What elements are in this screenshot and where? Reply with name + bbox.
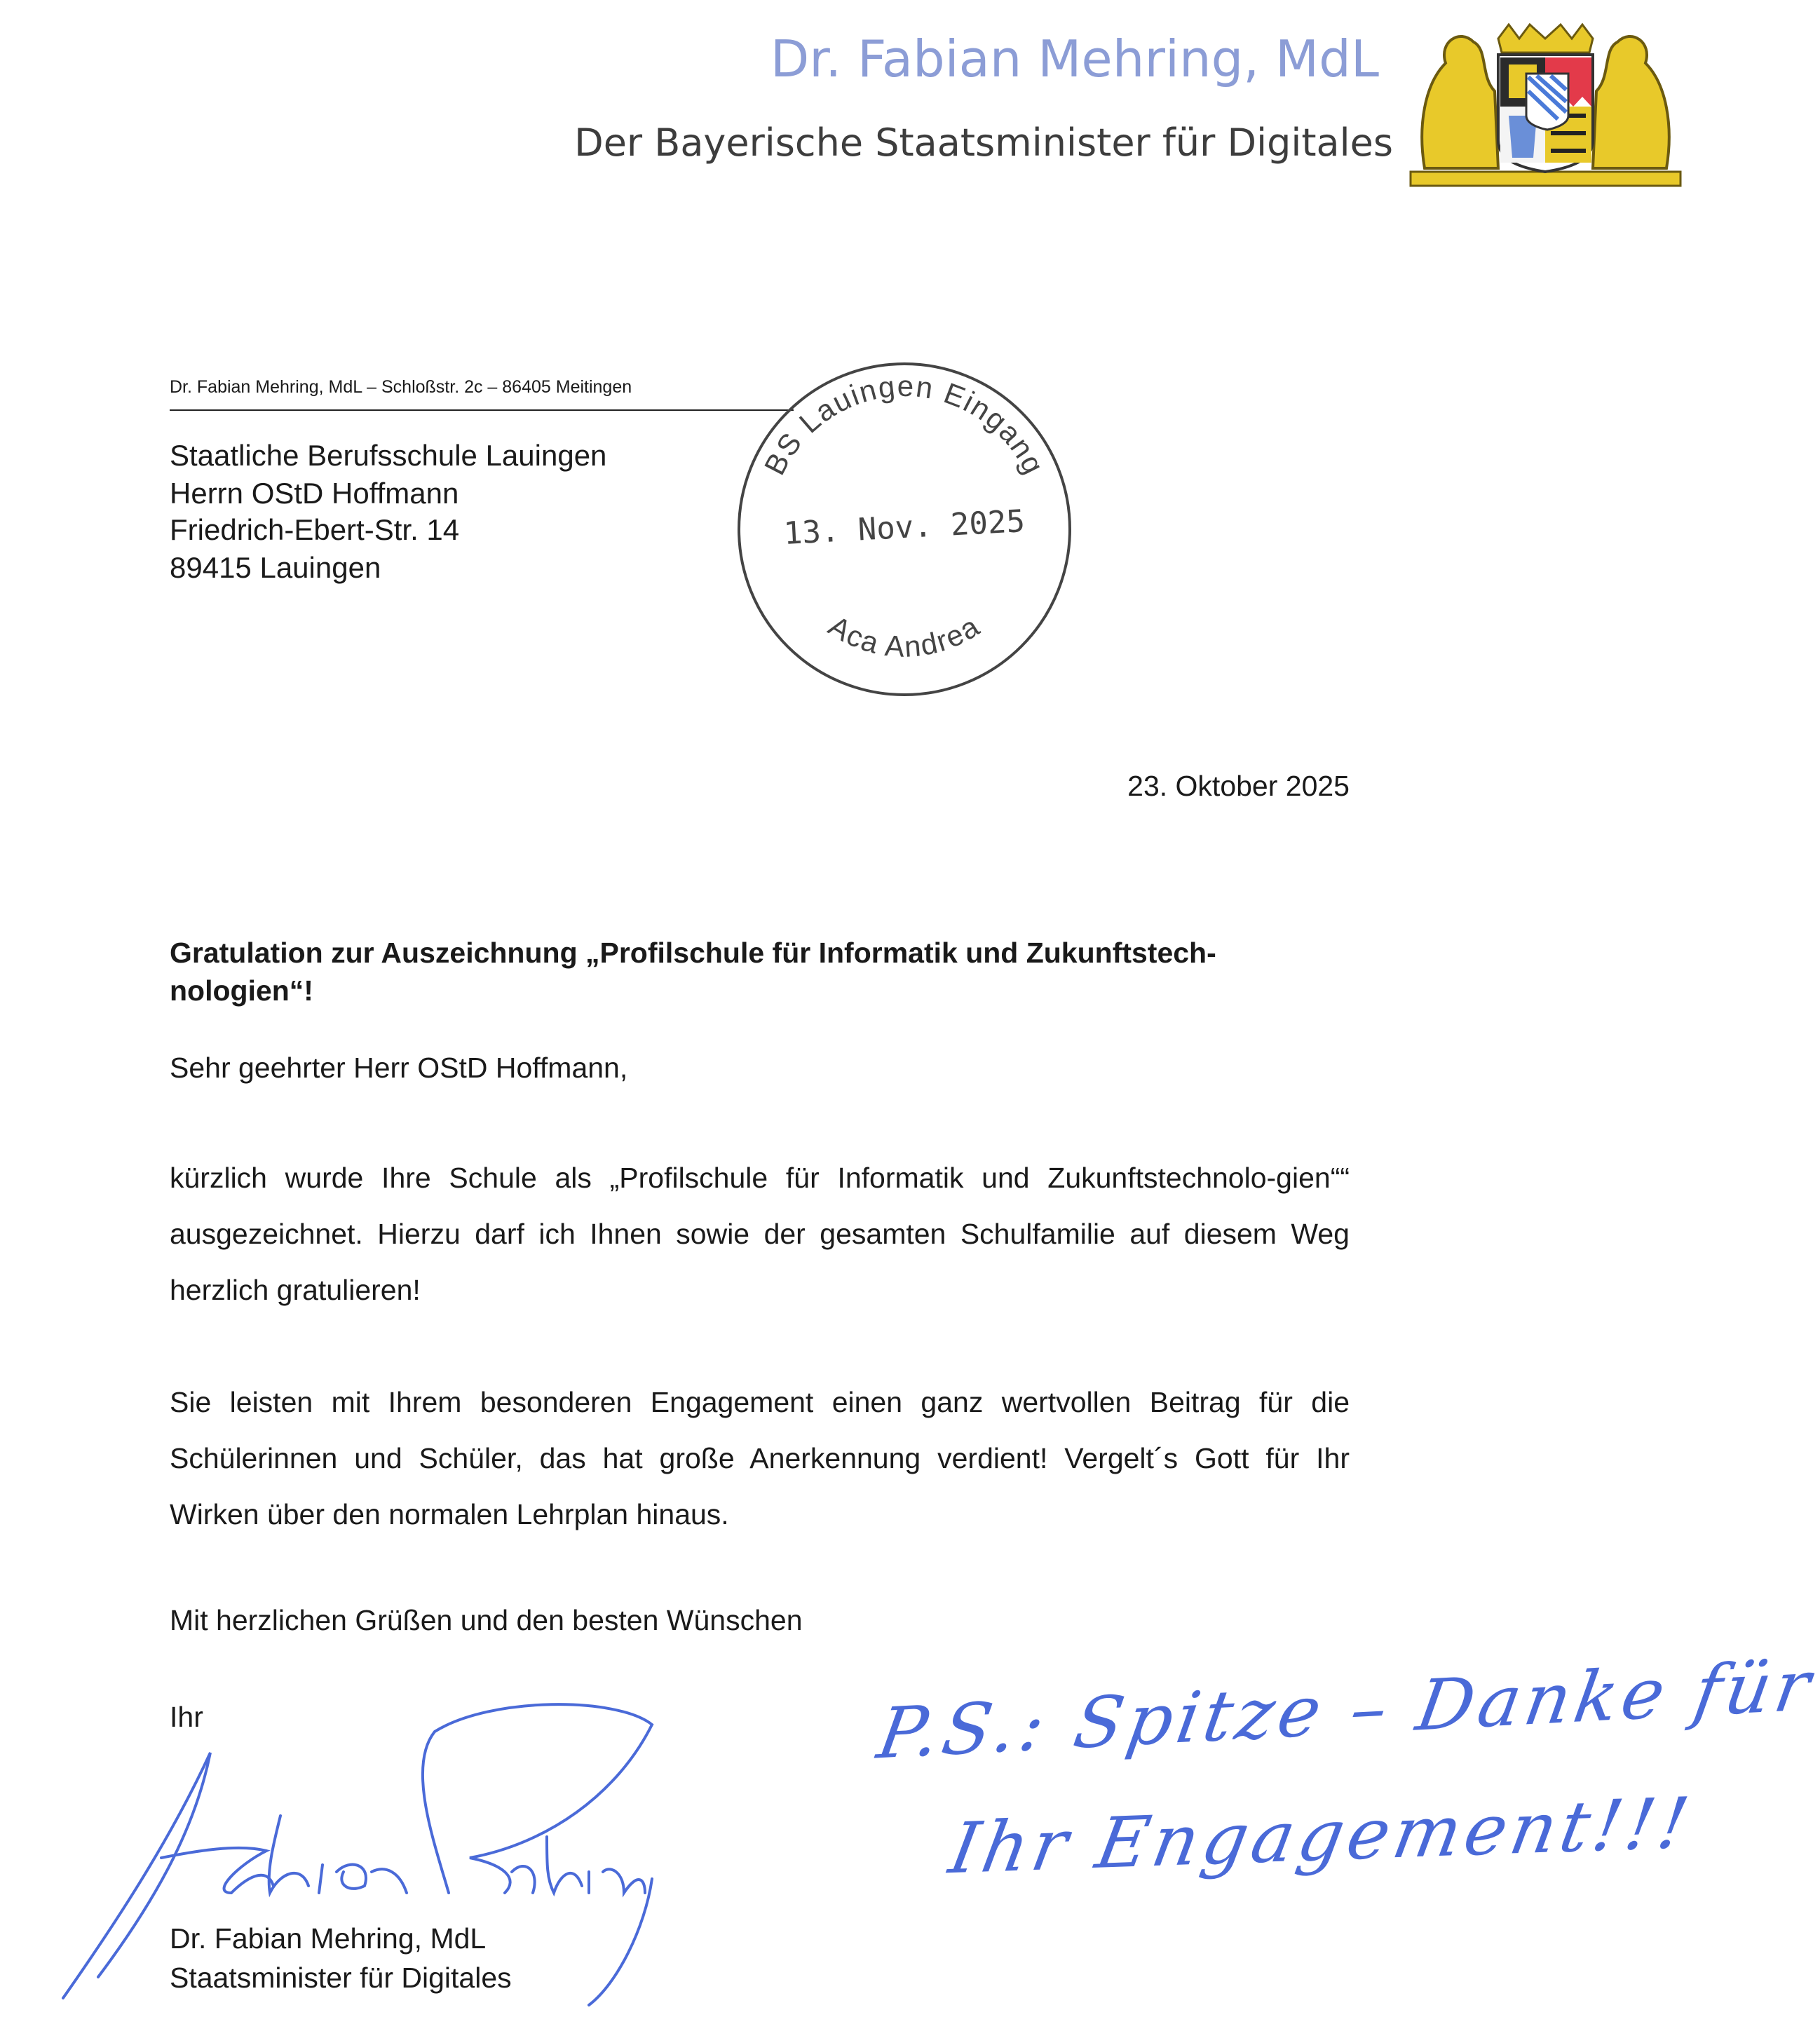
stamp-date: 13. Nov. 2025 [782, 503, 1026, 552]
letterhead-title: Der Bayerische Staatsminister für Digitales [574, 121, 1393, 165]
handwritten-note [869, 1633, 1820, 1928]
svg-text:Aca Andrea [823, 609, 986, 663]
body-paragraph: Sie leisten mit Ihrem besonderen Engagement einen ganz wertvollen Beitrag für die Schülerinnen und Schüler, das hat große Anerkennung verdient! Vergelt´s Gott für Ihr Wirken über den normalen Lehrplan hinaus. [170, 1386, 1350, 1530]
receipt-stamp [729, 354, 1080, 705]
handwritten-note-line: Ihr Engagement!!! [944, 1781, 1699, 1890]
svg-text:BS Lauingen Eingang [758, 369, 1051, 480]
closing-line: Mit herzlichen Grüßen und den besten Wünschen [170, 1604, 803, 1636]
return-address: Dr. Fabian Mehring, MdL – Schloßstr. 2c – 86405 Meitingen [170, 377, 632, 397]
recipient-line: 89415 Lauingen [170, 551, 381, 584]
recipient-line: Herrn OStD Hoffmann [170, 477, 459, 510]
body-paragraph: kürzlich wurde Ihre Schule als „Profilschule für Informatik und Zukunftstechnolo-gien““ ausgezeichnet. Hierzu darf ich Ihnen sowie der gesamten Schulfamilie auf diesem Weg herzlich gratulieren! [170, 1162, 1350, 1306]
letterhead-name: Dr. Fabian Mehring, MdL [770, 29, 1379, 88]
stamp-top-text: BS Lauingen Eingang [757, 369, 1052, 480]
closing-word: Ihr [170, 1701, 203, 1733]
subject-line: Gratulation zur Auszeichnung „Profilschule für Informatik und Zukunftstech-nologien“! [170, 937, 1216, 1007]
salutation: Sehr geehrter Herr OStD Hoffmann, [170, 1052, 628, 1084]
recipient-line: Staatliche Berufsschule Lauingen [170, 439, 607, 472]
recipient-line: Friedrich-Ebert-Str. 14 [170, 513, 460, 546]
signer-name: Dr. Fabian Mehring, MdL [170, 1922, 487, 1955]
handwritten-note-line: P.S.: Spitze – Danke für [872, 1644, 1820, 1775]
signer-role: Staatsminister für Digitales [170, 1962, 512, 1994]
bavarian-coat-of-arms-icon [1411, 21, 1680, 188]
return-address-divider [170, 409, 794, 411]
stamp-bottom-text: Aca Andrea [822, 609, 986, 664]
letter-date: 23. Oktober 2025 [1127, 770, 1350, 802]
